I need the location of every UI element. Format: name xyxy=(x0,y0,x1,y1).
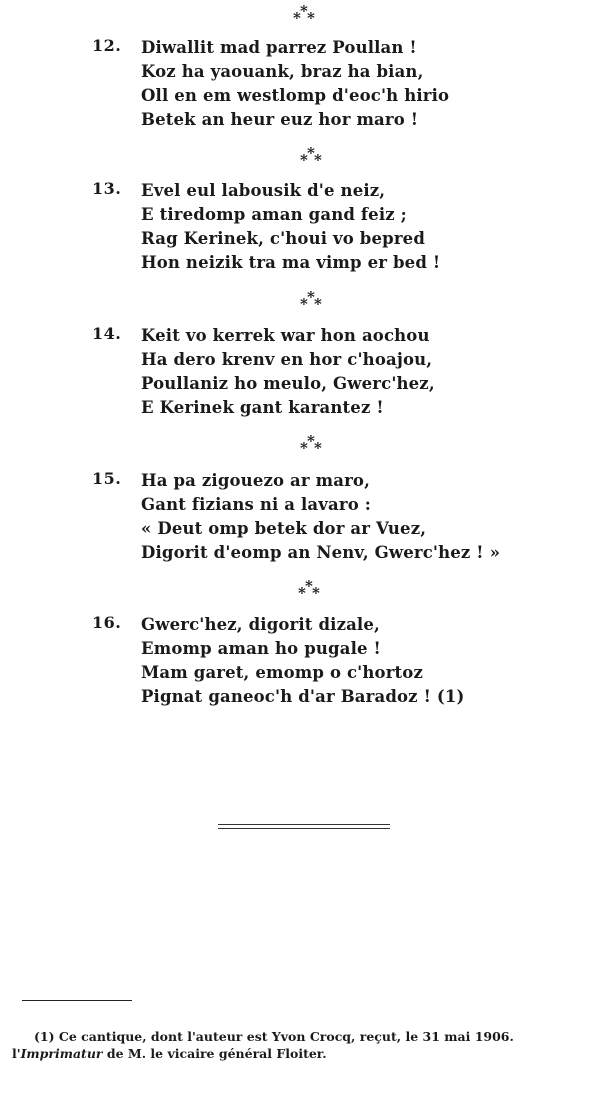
footnote-separator xyxy=(22,1000,132,1001)
verse-line: Hon neizik tra ma vimp er bed ! xyxy=(141,253,441,272)
verse-line: Emomp aman ho pugale ! xyxy=(141,639,381,658)
footnote xyxy=(12,1028,597,1062)
verse-line: Koz ha yaouank, braz ha bian, xyxy=(141,62,424,81)
asterism-star: * xyxy=(300,439,308,457)
asterism-star: * xyxy=(305,577,313,595)
verse-line: E Kerinek gant karantez ! xyxy=(141,398,384,417)
stanza-lines xyxy=(141,36,449,132)
footnote-imprimatur: Imprimatur xyxy=(20,1046,103,1061)
asterism-star: * xyxy=(307,432,315,450)
verse-line: Gant fizians ni a lavaro : xyxy=(141,495,371,514)
verse-line: Pignat ganeoc'h d'ar Baradoz ! (1) xyxy=(141,687,465,706)
footnote-prefix: l' xyxy=(12,1046,21,1061)
stanza-lines xyxy=(141,469,500,565)
verse-line: Gwerc'hez, digorit dizale, xyxy=(141,615,380,634)
asterism-star: * xyxy=(298,584,306,602)
asterism-divider xyxy=(0,4,600,34)
asterism-divider xyxy=(0,290,600,320)
stanza-lines xyxy=(141,179,440,275)
stanza-number: 14. xyxy=(92,324,122,343)
asterism-star: * xyxy=(300,295,308,313)
asterism-star: * xyxy=(300,2,308,20)
footnote-line-1: (1) Ce cantique, dont l'auteur est Yvon Crocq, reçut, le 31 mai 1906. xyxy=(34,1029,514,1044)
asterism-star: * xyxy=(307,144,315,162)
end-ornament-rule xyxy=(218,823,390,830)
verse-line: Digorit d'eomp an Nenv, Gwerc'hez ! » xyxy=(141,543,501,562)
asterism-star: * xyxy=(300,151,308,169)
verse-line: Betek an heur euz hor maro ! xyxy=(141,110,419,129)
verse-line: Poullaniz ho meulo, Gwerc'hez, xyxy=(141,374,435,393)
stanza-lines xyxy=(141,613,464,709)
verse-line: E tiredomp aman gand feiz ; xyxy=(141,205,407,224)
verse-line: Diwallit mad parrez Poullan ! xyxy=(141,38,417,57)
verse-line: Ha dero krenv en hor c'hoajou, xyxy=(141,350,433,369)
asterism-divider xyxy=(0,579,600,609)
asterism-star: * xyxy=(307,288,315,306)
asterism-divider xyxy=(0,146,600,176)
verse-line: Ha pa zigouezo ar maro, xyxy=(141,471,370,490)
asterism-star: * xyxy=(312,584,320,602)
footnote-line-2 xyxy=(12,1045,597,1062)
verse-line: Mam garet, emomp o c'hortoz xyxy=(141,663,423,682)
verse-line: Keit vo kerrek war hon aochou xyxy=(141,326,430,345)
verse-line: « Deut omp betek dor ar Vuez, xyxy=(141,519,427,538)
asterism-star: * xyxy=(293,9,301,27)
stanza-number: 15. xyxy=(92,469,122,488)
asterism-star: * xyxy=(307,9,315,27)
asterism-star: * xyxy=(314,151,322,169)
asterism-star: * xyxy=(314,295,322,313)
stanza-number: 13. xyxy=(92,179,122,198)
asterism-star: * xyxy=(314,439,322,457)
stanza-number: 12. xyxy=(92,36,122,55)
verse-line: Evel eul labousik d'e neiz, xyxy=(141,181,386,200)
footnote-rest: de M. le vicaire général Floiter. xyxy=(102,1046,327,1061)
verse-line: Oll en em westlomp d'eoc'h hirio xyxy=(141,86,450,105)
stanza-number: 16. xyxy=(92,613,122,632)
verse-line: Rag Kerinek, c'houi vo bepred xyxy=(141,229,426,248)
stanza-lines xyxy=(141,324,435,420)
asterism-divider xyxy=(0,434,600,464)
